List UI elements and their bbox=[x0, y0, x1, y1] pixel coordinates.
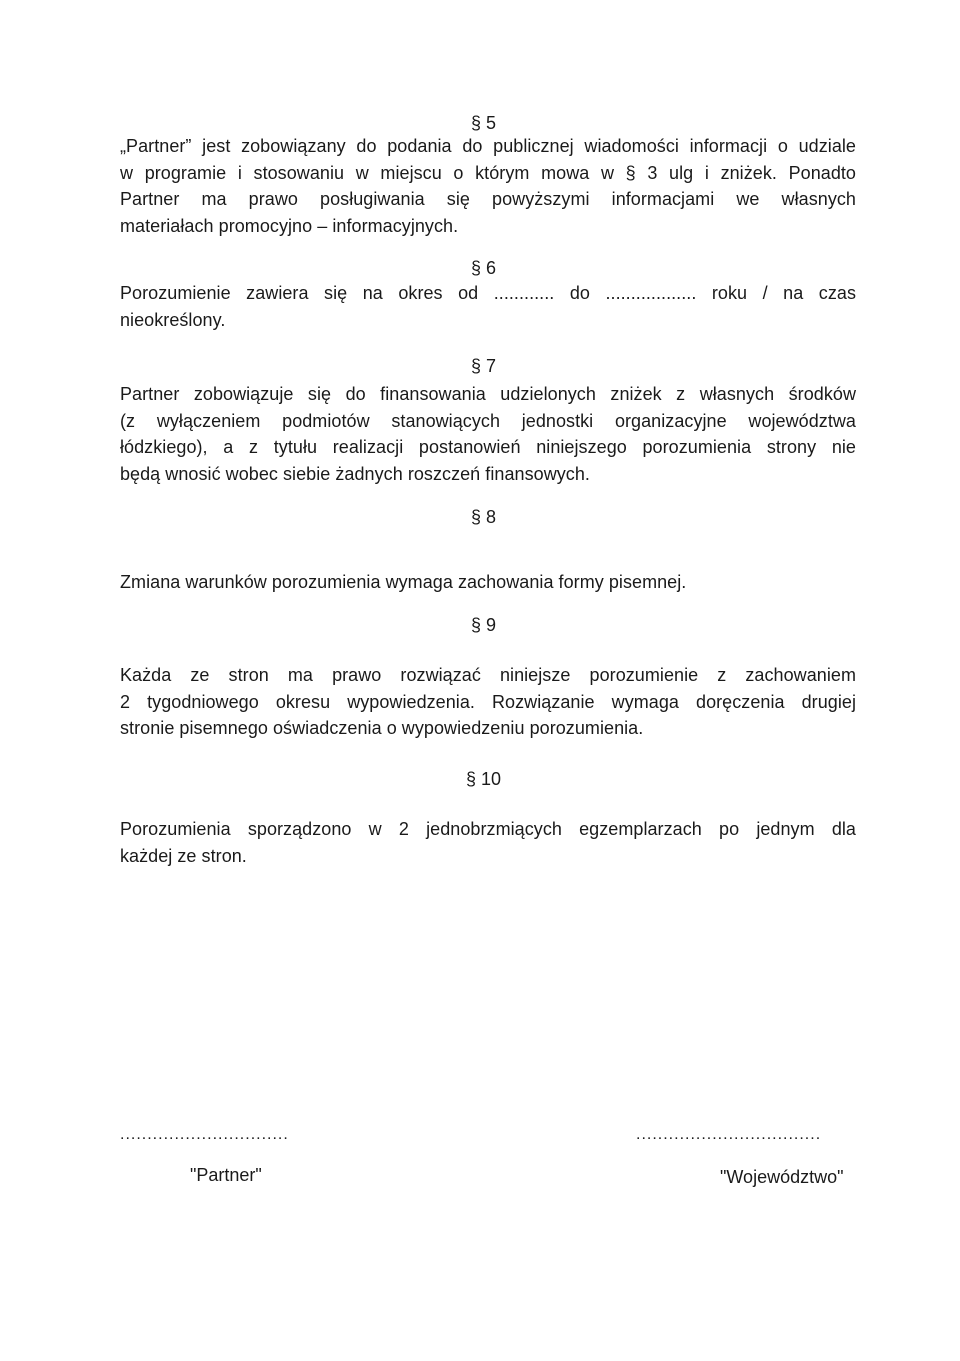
section-10-heading: § 10 bbox=[466, 769, 502, 789]
section-9-line: Każda ze stron ma prawo rozwiązać niniejsze porozumienie z zachowaniem bbox=[120, 665, 856, 685]
section-9-line: stronie pisemnego oświadczenia o wypowiedzeniu porozumienia. bbox=[120, 718, 644, 738]
section-9-line: 2 tygodniowego okresu wypowiedzenia. Rozwiązanie wymaga doręczenia drugiej bbox=[120, 691, 856, 712]
section-10-paragraph bbox=[120, 816, 856, 869]
section-8-heading: § 8 bbox=[471, 507, 497, 527]
section-7-paragraph bbox=[120, 381, 856, 487]
section-6-paragraph bbox=[120, 280, 856, 333]
section-5-line: „Partner” jest zobowiązany do podania do publicznej wiadomości informacji o udziale bbox=[120, 136, 856, 156]
partner-signature-label: "Partner" bbox=[190, 1165, 262, 1185]
section-5-line: w programie i stosowaniu w miejscu o którym mowa w § 3 ulg i zniżek. Ponadto bbox=[120, 162, 856, 183]
section-9-paragraph bbox=[120, 662, 856, 742]
section-10-line: Porozumienia sporządzono w 2 jednobrzmiących egzemplarzach po jednym dla bbox=[120, 819, 856, 839]
section-10-line: każdej ze stron. bbox=[120, 845, 247, 866]
voivodeship-signature-label: "Województwo" bbox=[720, 1167, 844, 1187]
section-7-line: Partner zobowiązuje się do finansowania udzielonych zniżek z własnych środków bbox=[120, 384, 856, 404]
partner-signature-line: ............................... bbox=[120, 1126, 289, 1143]
section-5-paragraph bbox=[120, 133, 856, 239]
section-5-line: materiałach promocyjno – informacyjnych. bbox=[120, 215, 459, 236]
section-7-line: łódzkiego), a z tytułu realizacji postanowień niniejszego porozumienia strony nie bbox=[120, 437, 856, 457]
section-5-line: Partner ma prawo posługiwania się powyższymi informacjami we własnych bbox=[120, 189, 856, 209]
section-5-heading: § 5 bbox=[471, 113, 497, 133]
section-9-heading: § 9 bbox=[471, 615, 497, 635]
section-7-line: będą wnosić wobec siebie żadnych roszczeń finansowych. bbox=[120, 463, 590, 484]
section-6-heading: § 6 bbox=[471, 258, 497, 278]
section-6-line: Porozumienie zawiera się na okres od ............ do .................. roku / na czas bbox=[120, 283, 856, 303]
section-6-line: nieokreślony. bbox=[120, 309, 226, 330]
section-8-paragraph bbox=[120, 569, 856, 596]
section-7-line: (z wyłączeniem podmiotów stanowiących jednostki organizacyjne województwa bbox=[120, 410, 856, 431]
section-7-heading: § 7 bbox=[471, 356, 497, 376]
voivodeship-signature-line: .................................. bbox=[636, 1126, 822, 1143]
section-8-line: Zmiana warunków porozumienia wymaga zachowania formy pisemnej. bbox=[120, 572, 687, 592]
